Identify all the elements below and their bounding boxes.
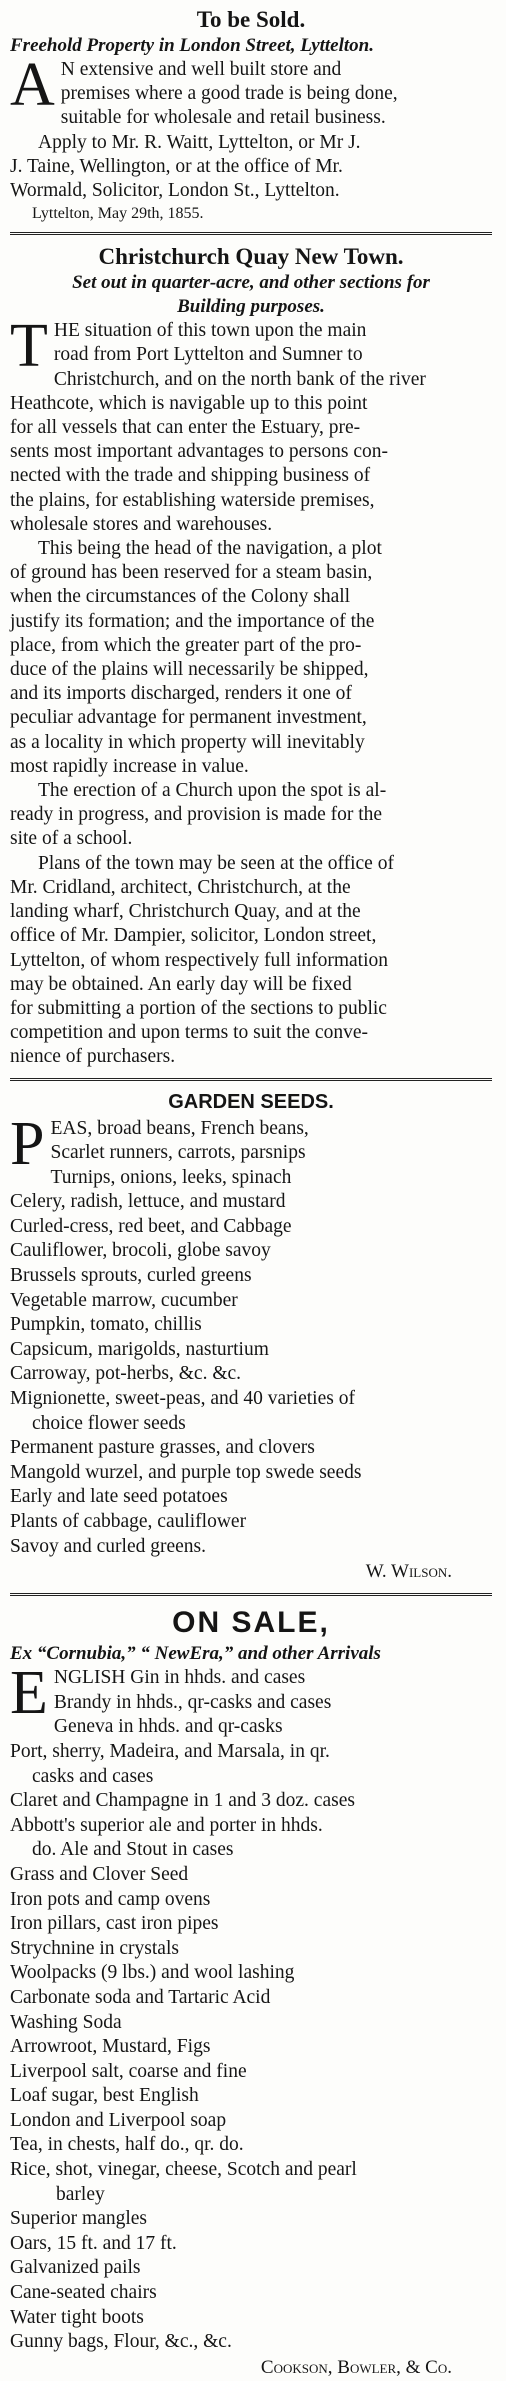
drop-cap: A bbox=[10, 51, 55, 119]
list-item: Brussels sprouts, curled greens bbox=[10, 1265, 252, 1287]
text-line: as a locality in which property will inevitably bbox=[10, 731, 365, 753]
list-item: EAS, broad beans, French beans, bbox=[50, 1117, 309, 1139]
text-line: Plans of the town may be seen at the office of bbox=[38, 852, 394, 874]
list-item: Mangold wurzel, and purple top swede seeds bbox=[10, 1461, 362, 1483]
text-line: place, from which the greater part of the pro- bbox=[10, 634, 362, 656]
ad-title: Christchurch Quay New Town. bbox=[98, 244, 404, 270]
list-item: Capsicum, marigolds, nasturtium bbox=[10, 1338, 269, 1360]
list-item: Permanent pasture grasses, and clovers bbox=[10, 1437, 315, 1459]
list-item: Cane-seated chairs bbox=[10, 2282, 157, 2304]
text-line: most rapidly increase in value. bbox=[10, 755, 249, 777]
text-line: and its imports discharged, renders it one of bbox=[10, 683, 352, 705]
text-line: nience of purchasers. bbox=[10, 1046, 176, 1068]
list-item: Geneva in hhds. and qr-casks bbox=[53, 1716, 283, 1738]
list-item: Washing Soda bbox=[10, 2011, 122, 2033]
text-line: ready in progress, and provision is made for the bbox=[10, 804, 383, 826]
list-item: Brandy in hhds., qr-casks and cases bbox=[53, 1691, 332, 1713]
text-line: peculiar advantage for permanent investment, bbox=[10, 707, 367, 729]
list-item: Woolpacks (9 lbs.) and wool lashing bbox=[10, 1962, 295, 1984]
text-line: Wormald, Solicitor, London St., Lyttelton. bbox=[10, 180, 340, 202]
signature: W. Wilson. bbox=[365, 1561, 452, 1583]
text-line: N extensive and well built store and bbox=[60, 59, 342, 80]
ad-subtitle: Ex “Cornubia,” “ NewEra,” and other Arrivals bbox=[10, 1643, 381, 1665]
text-line: Lyttelton, of whom respectively full information bbox=[10, 949, 389, 971]
text-line: HE situation of this town upon the main bbox=[53, 320, 367, 342]
text-line: J. Taine, Wellington, or at the office of Mr. bbox=[10, 155, 343, 177]
text-line: may be obtained. An early day will be fixed bbox=[10, 973, 352, 995]
text-line: sents most important advantages to persons con- bbox=[10, 441, 389, 463]
ad-subtitle: Freehold Property in London Street, Lyttelton. bbox=[10, 35, 374, 56]
list-item: do. Ale and Stout in cases bbox=[32, 1839, 234, 1861]
list-item: Claret and Champagne in 1 and 3 doz. cases bbox=[10, 1790, 355, 1812]
text-line: when the circumstances of the Colony shall bbox=[10, 586, 351, 608]
list-item: choice flower seeds bbox=[32, 1412, 186, 1434]
text-line: premises where a good trade is being done, bbox=[60, 83, 398, 105]
list-item: Curled-cress, red beet, and Cabbage bbox=[10, 1215, 292, 1237]
ad-christchurch-quay bbox=[10, 243, 492, 1069]
list-item: Carroway, pot-herbs, &c. &c. bbox=[10, 1363, 242, 1385]
text-line: duce of the plains will necessarily be shipped, bbox=[10, 659, 369, 681]
text-line: Apply to Mr. R. Waitt, Lyttelton, or Mr J. bbox=[38, 131, 361, 153]
list-item: Iron pillars, cast iron pipes bbox=[10, 1913, 219, 1935]
ad-on-sale bbox=[10, 1604, 492, 2381]
list-item: Tea, in chests, half do., qr. do. bbox=[10, 2134, 244, 2156]
signature: Cookson, Bowler, & Co. bbox=[260, 2356, 452, 2378]
ad-title: GARDEN SEEDS. bbox=[168, 1090, 334, 1113]
text-line: wholesale stores and warehouses. bbox=[10, 513, 273, 535]
ad-subtitle: Building purposes. bbox=[177, 296, 325, 318]
text-line: Christchurch, and on the north bank of the river bbox=[53, 368, 426, 390]
list-item: casks and cases bbox=[32, 1765, 154, 1787]
ad-body bbox=[10, 51, 492, 131]
text-line: for submitting a portion of the sections to public bbox=[10, 997, 387, 1019]
list-item: Arrowroot, Mustard, Figs bbox=[10, 2036, 211, 2058]
text-line: competition and upon terms to suit the conve- bbox=[10, 1022, 368, 1044]
list-item: Rice, shot, vinegar, cheese, Scotch and pearl bbox=[10, 2159, 357, 2181]
list-item: Vegetable marrow, cucumber bbox=[10, 1289, 238, 1311]
text-line: suitable for wholesale and retail business. bbox=[60, 107, 386, 129]
sale-list bbox=[10, 1659, 492, 2355]
seed-list bbox=[10, 1109, 492, 1560]
list-item: Celery, radish, lettuce, and mustard bbox=[10, 1191, 286, 1213]
list-item: Port, sherry, Madeira, and Marsala, in qr. bbox=[10, 1740, 330, 1762]
text-line: the plains, for establishing waterside premises, bbox=[10, 489, 375, 511]
ad-title: To be Sold. bbox=[196, 7, 306, 32]
text-line: Heathcote, which is navigable up to this point bbox=[10, 392, 368, 414]
text-line: road from Port Lyttelton and Sumner to bbox=[53, 344, 363, 366]
text-line: for all vessels that can enter the Estuary, pre- bbox=[10, 417, 361, 439]
text-line: The erection of a Church upon the spot is al- bbox=[38, 780, 387, 802]
ad-title: ON SALE, bbox=[172, 1606, 330, 1640]
list-item: Early and late seed potatoes bbox=[10, 1486, 228, 1508]
list-item: Galvanized pails bbox=[10, 2257, 141, 2279]
list-item: Carbonate soda and Tartaric Acid bbox=[10, 1986, 271, 2008]
list-item: Grass and Clover Seed bbox=[10, 1863, 189, 1885]
list-item: Scarlet runners, carrots, parsnips bbox=[50, 1142, 306, 1164]
text-line: This being the head of the navigation, a plot bbox=[38, 538, 382, 560]
list-item: Loaf sugar, best English bbox=[10, 2085, 199, 2107]
text-line: of ground has been reserved for a steam basin, bbox=[10, 562, 373, 584]
text-line: landing wharf, Christchurch Quay, and at the bbox=[10, 901, 361, 923]
dateline: Lyttelton, May 29th, 1855. bbox=[32, 205, 204, 223]
list-item: Gunny bags, Flour, &c., &c. bbox=[10, 2331, 232, 2353]
list-item: Abbott's superior ale and porter in hhds. bbox=[10, 1814, 323, 1836]
list-item: barley bbox=[56, 2183, 105, 2205]
list-item: Water tight boots bbox=[10, 2306, 144, 2328]
text-line: Mr. Cridland, architect, Christchurch, at the bbox=[10, 876, 351, 898]
text-line: nected with the trade and shipping business of bbox=[10, 465, 371, 487]
drop-cap: P bbox=[10, 1109, 45, 1178]
list-item: London and Liverpool soap bbox=[10, 2109, 227, 2131]
list-item: Oars, 15 ft. and 17 ft. bbox=[10, 2232, 177, 2254]
text-line: office of Mr. Dampier, solicitor, London street, bbox=[10, 925, 377, 947]
list-item: Turnips, onions, leeks, spinach bbox=[50, 1166, 292, 1188]
list-item: Liverpool salt, coarse and fine bbox=[10, 2060, 247, 2082]
divider bbox=[10, 232, 492, 235]
list-item: Cauliflower, brocoli, globe savoy bbox=[10, 1240, 271, 1262]
drop-cap: T bbox=[10, 312, 48, 381]
drop-cap: E bbox=[10, 1659, 48, 1728]
list-item: Iron pots and camp ovens bbox=[10, 1888, 211, 1910]
ad-subtitle: Set out in quarter-acre, and other sections for bbox=[72, 272, 430, 294]
divider bbox=[10, 1078, 492, 1081]
list-item: Strychnine in crystals bbox=[10, 1937, 179, 1959]
list-item: Superior mangles bbox=[10, 2208, 148, 2230]
ad-garden-seeds bbox=[10, 1089, 492, 1586]
list-item: NGLISH Gin in hhds. and cases bbox=[53, 1667, 306, 1689]
list-item: Savoy and curled greens. bbox=[10, 1535, 207, 1557]
text-line: site of a school. bbox=[10, 828, 133, 850]
list-item: Pumpkin, tomato, chillis bbox=[10, 1314, 202, 1336]
ad-body bbox=[10, 312, 492, 537]
text-line: justify its formation; and the importance of the bbox=[10, 610, 375, 632]
ad-freehold-property bbox=[10, 6, 492, 224]
divider bbox=[10, 1593, 492, 1596]
list-item: Mignionette, sweet-peas, and 40 varieties of bbox=[10, 1388, 355, 1410]
list-item: Plants of cabbage, cauliflower bbox=[10, 1511, 247, 1533]
